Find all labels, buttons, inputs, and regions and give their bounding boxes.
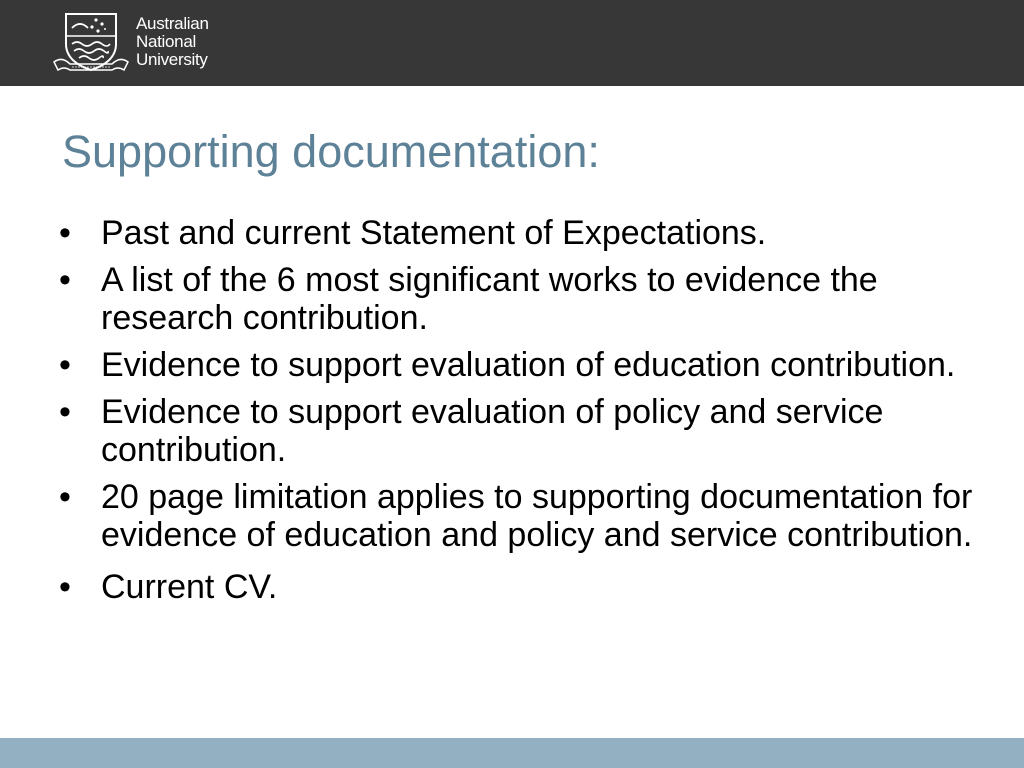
bullet-item	[56, 568, 976, 606]
bullet-text: Past and current Statement of Expectations.	[101, 214, 767, 252]
bullet-item	[56, 346, 976, 384]
slide-title: Supporting documentation:	[62, 126, 600, 177]
bullet-icon: •	[59, 261, 71, 299]
header-bar	[0, 0, 1024, 86]
bullet-text: Evidence to support evaluation of policy and service contribution.	[101, 393, 884, 469]
bullet-icon: •	[59, 346, 71, 384]
bullet-list	[56, 214, 976, 615]
anu-crest-icon	[52, 10, 130, 74]
bullet-text: A list of the 6 most significant works to evidence the research contribution.	[101, 261, 878, 337]
bullet-text: 20 page limitation applies to supporting documentation for evidence of education and policy and service contribution.	[101, 478, 973, 554]
footer-bar	[0, 738, 1024, 768]
bullet-icon: •	[59, 393, 71, 431]
anu-wordmark	[136, 15, 209, 69]
bullet-item	[56, 214, 976, 252]
wordmark-line-1: Australian	[136, 14, 209, 33]
bullet-text: Current CV.	[101, 568, 278, 606]
bullet-item	[56, 393, 976, 469]
bullet-icon: •	[59, 214, 71, 252]
bullet-text: Evidence to support evaluation of education contribution.	[101, 346, 956, 384]
bullet-icon: •	[59, 568, 71, 606]
bullet-item	[56, 478, 976, 554]
wordmark-line-2: National	[136, 32, 196, 51]
anu-logo	[52, 10, 209, 74]
bullet-item	[56, 261, 976, 337]
bullet-icon: •	[59, 478, 71, 516]
wordmark-line-3: University	[136, 50, 208, 69]
